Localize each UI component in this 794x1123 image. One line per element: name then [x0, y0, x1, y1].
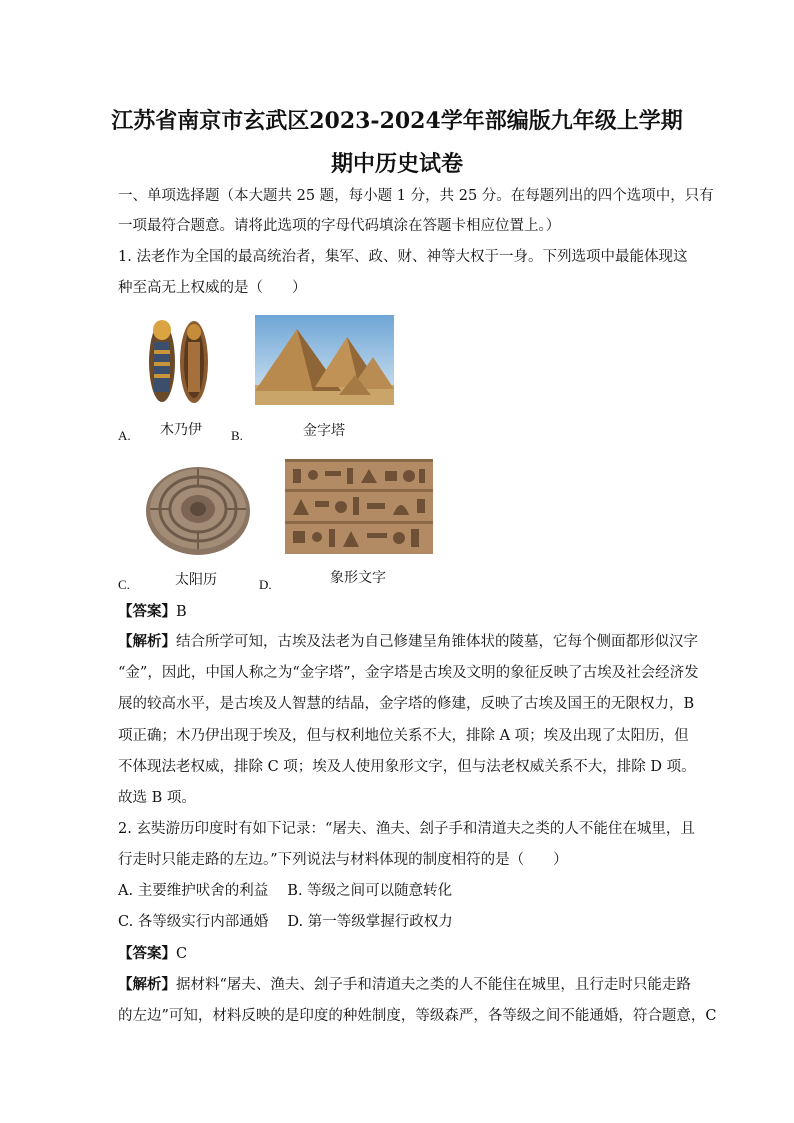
pyramids-image	[255, 315, 394, 405]
q1-option-a-letter: A.	[118, 428, 131, 443]
q1-answer-value: B	[176, 604, 187, 620]
q1-analysis-line1	[118, 632, 698, 652]
q1-stem-line2: 种至高无上权威的是（ ）	[118, 280, 307, 296]
q1-option-d-letter: D.	[259, 577, 272, 592]
q1-option-d-caption: 象形文字	[330, 570, 386, 586]
hieroglyph-image	[285, 459, 433, 554]
q1-analysis-line5: 不体现法老权威，排除 C 项；埃及人使用象形文字，但与法老权威关系不大，排除 D 项。	[118, 759, 696, 775]
q2-analysis-text-1: 据材料“屠夫、渔夫、刽子手和清道夫之类的人不能住在城里，且行走时只能走路	[176, 977, 691, 993]
section-intro-line1: 一、单项选择题（本大题共 25 题，每小题 1 分，共 25 分。在每题列出的四个选项中，只有	[118, 188, 714, 204]
sun-stone-icon	[143, 463, 253, 555]
mummy-image	[144, 312, 212, 406]
q2-analysis-label: 【解析】	[118, 976, 176, 993]
mummy-coffins-icon	[144, 312, 212, 406]
q1-analysis-line3: 展的较高水平，是古埃及人智慧的结晶，金字塔的修建，反映了古埃及国王的无限权力，B	[118, 696, 695, 712]
q2-analysis-line1	[118, 975, 691, 995]
q1-stem-line1: 1. 法老作为全国的最高统治者，集军、政、财、神等大权于一身。下列选项中最能体现这	[118, 249, 688, 265]
q2-answer-value: C	[176, 946, 188, 962]
q1-option-c-caption: 太阳历	[175, 572, 217, 588]
q2-analysis-line2: 的左边”可知，材料反映的是印度的种姓制度，等级森严，各等级之间不能通婚，符合题意，C	[118, 1008, 717, 1024]
q1-option-a-caption: 木乃伊	[160, 422, 202, 438]
q1-answer-label: 【答案】	[118, 603, 176, 620]
q1-analysis-text-1: 结合所学可知，古埃及法老为自己修建呈角锥体状的陵墓，它每个侧面都形似汉字	[176, 634, 698, 650]
q1-analysis-label: 【解析】	[118, 633, 176, 650]
q2-options-row1: A. 主要维护吠舍的利益 B. 等级之间可以随意转化	[118, 883, 453, 899]
q1-option-b-caption: 金字塔	[303, 423, 345, 439]
q1-option-b-letter: B.	[231, 428, 243, 443]
q1-answer	[118, 602, 187, 622]
q2-stem-line2: 行走时只能走路的左边。”下列说法与材料体现的制度相符的是（ ）	[118, 852, 568, 868]
q1-analysis-line2: “金”，因此，中国人称之为“金字塔”，金字塔是古埃及文明的象征反映了古埃及社会经济发	[118, 665, 699, 681]
sun-calendar-image	[143, 463, 253, 555]
doc-title-line2: 期中历史试卷	[330, 151, 463, 177]
section-intro-line2: 一项最符合题意。请将此选项的字母代码填涂在答题卡相应位置上。）	[118, 218, 561, 234]
doc-title-line1: 江苏省南京市玄武区2023-2024学年部编版九年级上学期	[111, 108, 683, 134]
q2-stem-line1: 2. 玄奘游历印度时有如下记录：“屠夫、渔夫、刽子手和清道夫之类的人不能住在城里，且	[118, 821, 695, 837]
q1-option-c-letter: C.	[118, 577, 130, 592]
q1-analysis-line4: 项正确；木乃伊出现于埃及，但与权利地位关系不大，排除 A 项；埃及出现了太阳历，但	[118, 728, 689, 744]
pyramids-icon	[255, 315, 394, 405]
q2-answer	[118, 944, 187, 964]
q2-answer-label: 【答案】	[118, 945, 176, 962]
q1-analysis-line6: 故选 B 项。	[118, 790, 196, 806]
hieroglyph-tablet-icon	[285, 459, 433, 554]
q2-options-row2: C. 各等级实行内部通婚 D. 第一等级掌握行政权力	[118, 914, 453, 930]
